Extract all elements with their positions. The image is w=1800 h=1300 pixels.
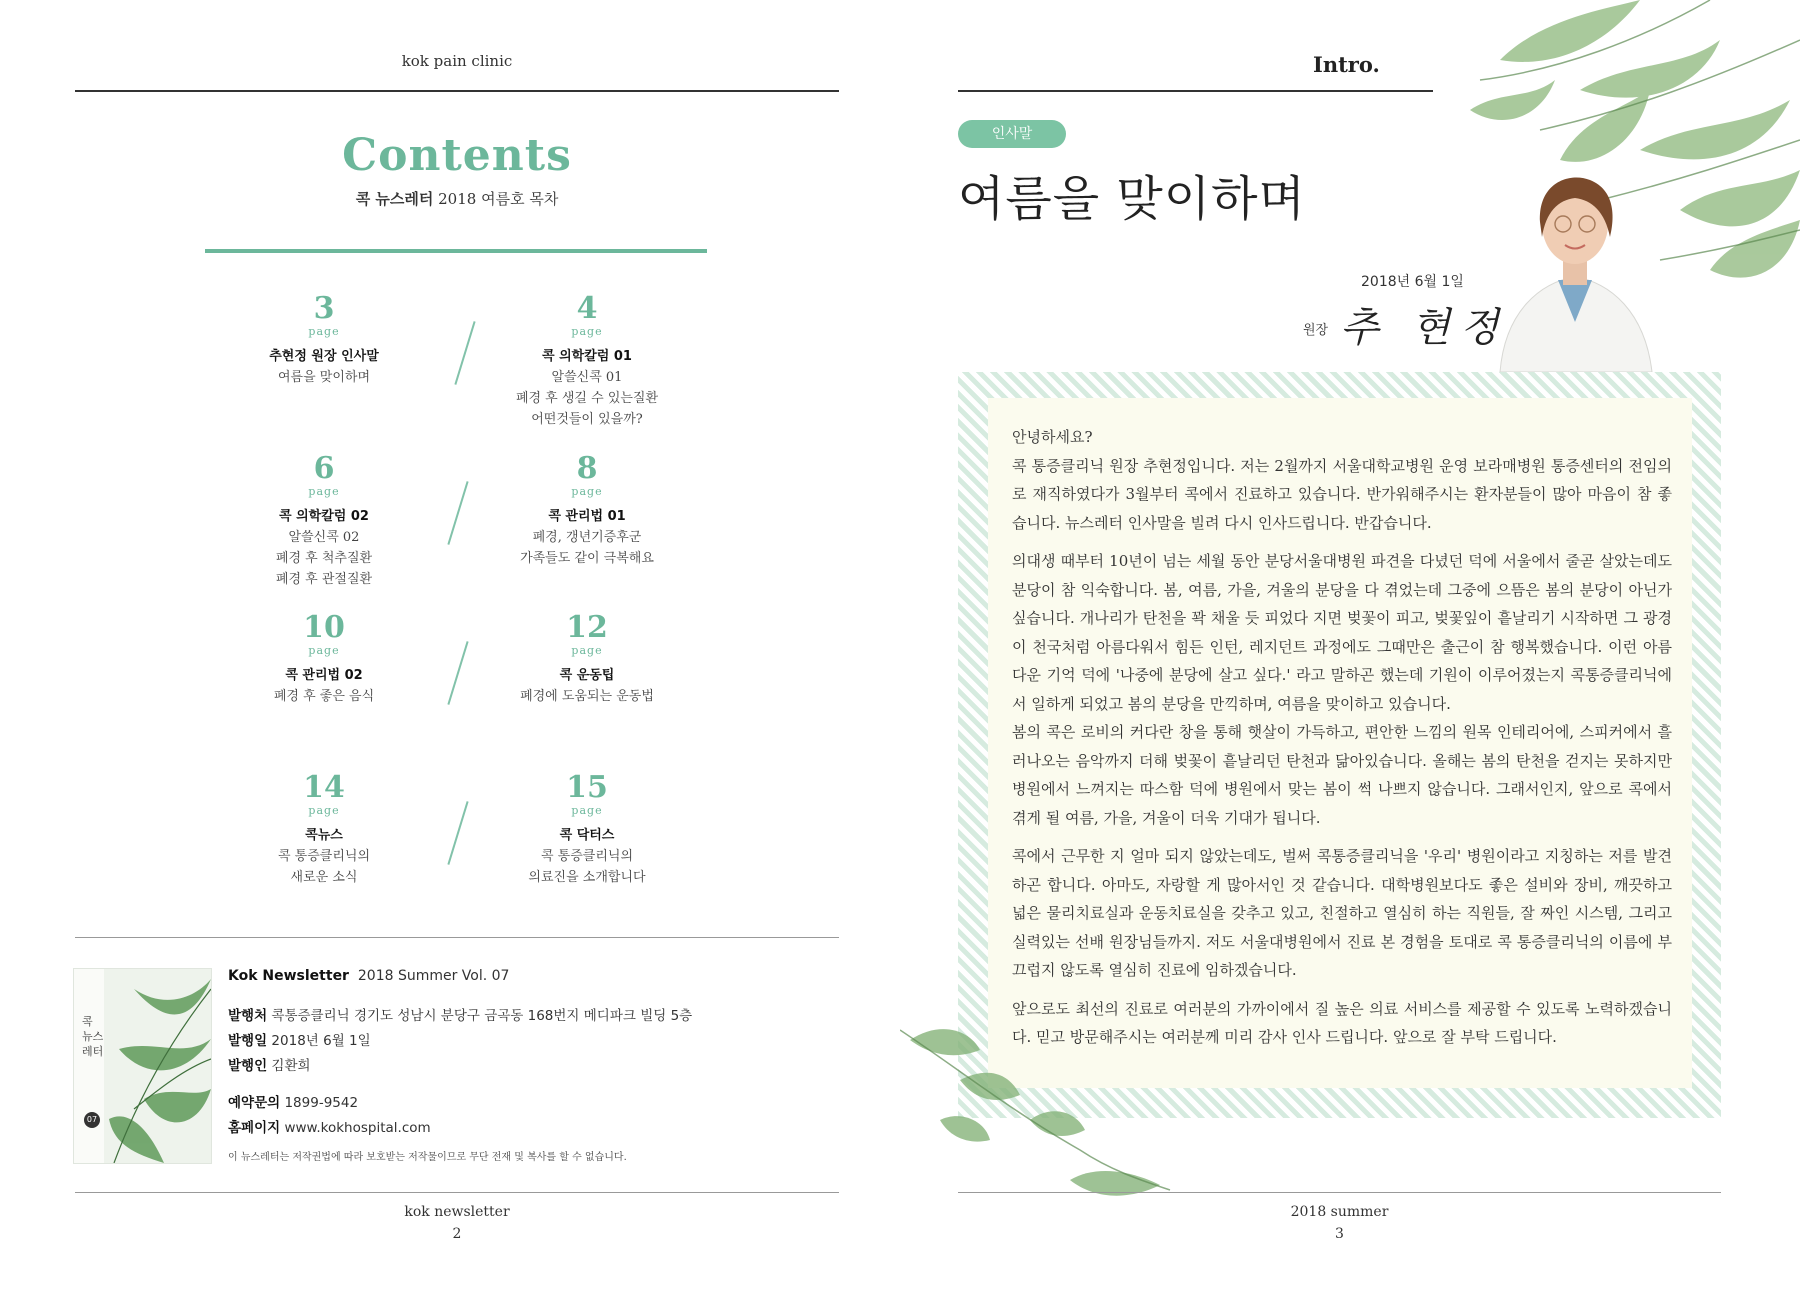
cover-title-line: 뉴스 [82,1030,104,1043]
homepage-label: 홈페이지 [228,1120,281,1136]
toc-divider [447,801,468,865]
right-header-rule [958,90,1433,92]
toc-divider [454,321,475,385]
toc-page-label: page [571,804,603,817]
toc-divider [447,481,468,545]
letter-paragraph: 의대생 때부터 10년이 넘는 세월 동안 분당서울대병원 파견을 다녔던 덕에 서울에서 줄곧 살았는데도 분당이 참 익숙합니다. 봄, 여름, 가을, 겨울의 분당을 다 겪었는데 그중에 으뜸은 봄의 분당이 아닌가 싶습니다. 개나리가 탄천을 꽉 채울 듯 피었다 지면 벚꽃이 피고, 벚꽃잎이 흩날리기 시작하면 그 광경이 천국처럼 아름다워서 힘든 인턴, 레지던트 과정에도 그때만은 출근이 참 행복했습니다. 이런 아름다운 기억 덕에 '나중에 분당에 살고 싶다.' 라고 말하곤 했는데 기원이 이루어졌는지 콕통증클리닉에서 일하게 되었고 봄의 분당을 만끽하며, 여름을 맞이하고 있습니다. 봄의 콕은 로비의 커다란 창을 통해 햇살이 가득하고, 편안한 느낌의 원목 인테리어에, 스피커에서 흘러나오는 음악까지 더해 벚꽃이 흩날리던 탄천과 닮아있습니다. 올해는 봄의 탄천을 걷지는 못하지만 병원에서 느껴지는 따스함 덕에 병원에서 맞는 봄이 썩 나쁘지 않습니다. 그래서인지, 앞으로 콕에서 겪게 될 여름, 가을, 겨울이 더욱 기대가 됩니다. [1012,552,1672,827]
letter-paragraph: 앞으로도 최선의 진료로 여러분의 가까이에서 질 높은 의료 서비스를 제공할 수 있도록 노력하겠습니다. 믿고 방문해주시는 여러분께 미리 감사 인사 드립니다. 앞으로 잘 부탁 드립니다. [1012,999,1672,1046]
toc-page-number: 14 [303,770,345,805]
toc-title: 콕 의학칼럼 01 [542,349,632,364]
toc-title: 콕 관리법 02 [285,668,363,683]
homepage-line [228,1116,431,1136]
left-info-rule [75,937,839,938]
left-header-rule [75,90,839,92]
toc-page-number: 12 [566,610,608,645]
toc-title: 콕 운동팁 [559,668,615,683]
toc-desc: 의료진을 소개합니다 [528,870,646,885]
left-page-number: 2 [452,1226,462,1242]
publisher-value: 콕통증클리닉 경기도 성남시 분당구 금곡동 168번지 메디파크 빌딩 5층 [271,1008,693,1024]
cover-title [82,1014,103,1059]
toc-page-label: page [308,485,340,498]
contents-subtitle-bold: 콕 뉴스레터 [355,190,434,208]
toc-title: 추현정 원장 인사말 [269,349,379,364]
toc-entry[interactable] [487,612,687,707]
toc-desc: 폐경에 도움되는 운동법 [520,689,654,704]
issuer-label: 발행인 [228,1058,268,1074]
cover-title-line: 레터 [82,1045,104,1058]
toc-desc: 폐경 후 생길 수 있는질환 [515,391,659,406]
toc-page-label: page [308,804,340,817]
newsletter-name: Kok Newsletter [228,968,349,984]
toc-title: 콕 닥터스 [559,828,615,843]
toc-page-label: page [571,644,603,657]
publish-date-value: 2018년 6월 1일 [271,1033,371,1049]
letter-paragraph: 콕에서 근무한 지 얼마 되지 않았는데도, 벌써 콕통증클리닉을 '우리' 병원이라고 지칭하는 저를 발견하곤 합니다. 아마도, 자랑할 게 많아서인 것 같습니다. 대학병원보다도 좋은 설비와 장비, 깨끗하고 넓은 물리치료실과 운동치료실을 갖추고 있고, 친절하고 열심히 하는 직원들, 잘 짜인 시스템, 그리고 실력있는 선배 원장님들까지. 저도 서울대병원에서 진료 본 경험을 토대로 콕 통증클리닉의 이름에 부끄럽지 않도록 열심히 진료에 임하겠습니다. [1012,847,1672,979]
toc-desc: 새로운 소식 [290,870,358,885]
newsletter-name-line [228,968,509,984]
toc-desc: 폐경 후 척추질환 [275,551,373,566]
newsletter-edition: 2018 Summer Vol. 07 [357,968,510,984]
toc-entry[interactable] [487,453,687,569]
right-page-number: 3 [1335,1226,1344,1242]
toc-title: 콕뉴스 [305,828,343,843]
category-pill: 인사말 [958,120,1066,148]
toc-desc: 어떤것들이 있을까? [531,412,643,427]
toc-desc: 폐경 후 관절질환 [275,572,373,587]
toc-desc: 폐경, 갱년기증후군 [532,530,642,545]
right-footer-title: 2018 summer [1290,1204,1389,1220]
issuer-value: 김환희 [271,1058,311,1074]
toc-desc: 알쓸신콕 02 [288,530,360,545]
reservation-label: 예약문의 [228,1095,281,1111]
article-headline: 여름을 맞이하며 [958,171,1306,227]
homepage-link[interactable]: www.kokhospital.com [284,1120,431,1136]
toc-page-label: page [308,325,340,338]
publisher-line [228,1004,692,1024]
contents-subtitle-rest: 2018 여름호 목차 [433,190,559,208]
leaf-decoration-icon [900,1020,1180,1210]
left-running-header: kok pain clinic [401,52,513,70]
toc-page-label: page [571,485,603,498]
toc-entry[interactable] [224,453,424,590]
toc-desc: 콕 통증클리닉의 [540,849,634,864]
right-footer-rule [958,1192,1721,1193]
toc-entry[interactable] [224,612,424,707]
toc-divider [447,641,468,705]
reservation-phone[interactable]: 1899-9542 [284,1095,359,1111]
cover-title-line: 콕 [82,1015,93,1028]
toc-desc: 알쓸신콕 01 [551,370,623,385]
toc-desc: 폐경 후 좋은 음식 [273,689,375,704]
toc-page-number: 3 [313,291,335,326]
handwritten-signature: 추 현정 [1340,305,1509,351]
toc-page-number: 6 [313,451,335,486]
toc-entry[interactable] [224,772,424,888]
toc-entry[interactable] [487,772,687,888]
left-footer-title: kok newsletter [404,1204,510,1220]
letter-body [1012,423,1672,1062]
signatory-role: 원장 [1303,323,1329,338]
toc-title: 콕 관리법 01 [548,509,626,524]
toc-entry[interactable] [487,293,687,430]
contents-title: Contents [342,130,572,181]
contents-accent-bar [205,249,707,253]
toc-desc: 콕 통증클리닉의 [277,849,371,864]
newsletter-cover-thumbnail [73,968,212,1164]
publish-date-label: 발행일 [228,1033,268,1049]
cover-volume-badge: 07 [84,1112,100,1128]
toc-page-number: 15 [566,770,608,805]
right-section-header: Intro. [1313,52,1380,77]
toc-page-label: page [308,644,340,657]
contents-subtitle [75,188,839,209]
toc-desc: 가족들도 같이 극복해요 [520,551,654,566]
cover-band [74,969,104,1163]
toc-page-number: 4 [576,291,598,326]
letter-paragraph: 안녕하세요? 콕 통증클리닉 원장 추현정입니다. 저는 2월까지 서울대학교병원 운영 보라매병원 통증센터의 전임의로 재직하였다가 3월부터 콕에서 진료하고 있습니다. 반가워해주시는 환자분들이 많아 마음이 참 좋습니다. 뉴스레터 인사말을 빌려 다시 인사드립니다. 반갑습니다. [1012,428,1672,532]
publisher-label: 발행처 [228,1008,268,1024]
reservation-line [228,1091,358,1111]
copyright-notice: 이 뉴스레터는 저작권법에 따라 보호받는 저작물이므로 무단 전재 및 복사를 할 수 없습니다. [228,1152,627,1163]
letter-date: 2018년 6월 1일 [1361,274,1464,290]
toc-entry[interactable] [224,293,424,388]
toc-page-number: 8 [576,451,598,486]
publish-date-line [228,1029,371,1049]
issuer-line [228,1054,311,1074]
toc-desc: 여름을 맞이하며 [277,370,371,385]
toc-page-number: 10 [303,610,345,645]
left-footer-rule [75,1192,839,1193]
toc-title: 콕 의학칼럼 02 [279,509,369,524]
toc-page-label: page [571,325,603,338]
